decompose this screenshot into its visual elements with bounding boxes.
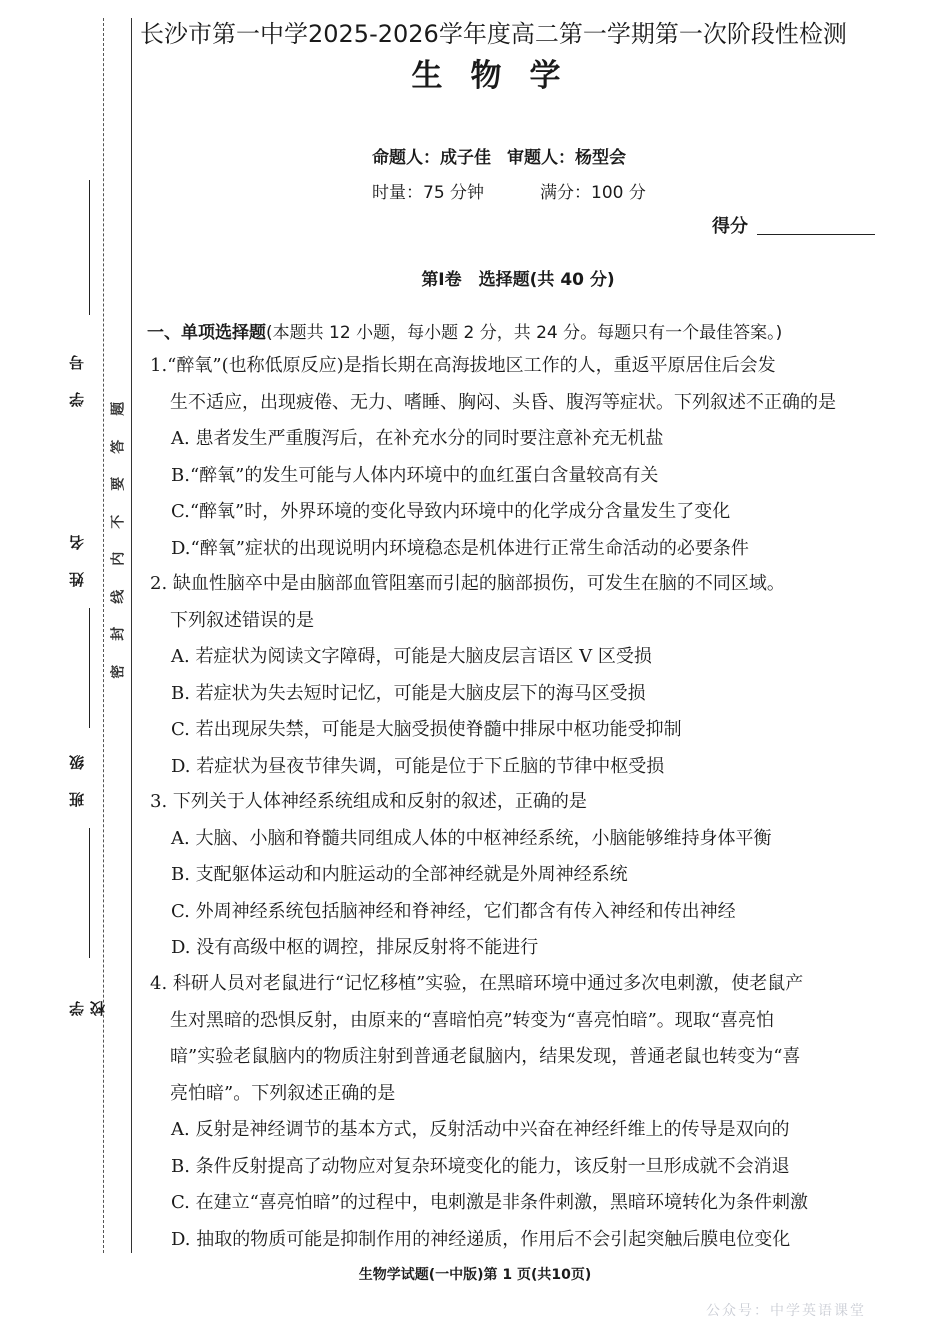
section-note: (本题共 12 小题，每小题 2 分，共 24 分。每题只有一个最佳答案。) xyxy=(266,323,783,343)
class-line xyxy=(89,828,90,958)
exam-title: 长沙市第一中学2025-2026学年度高二第一学期第一次阶段性检测 xyxy=(140,20,847,48)
stem-line: 生对黑暗的恐惧反射，由原来的“喜暗怕亮”转变为“喜亮怕暗”。现取“喜亮怕 xyxy=(170,1009,775,1031)
name-label: 姓名 xyxy=(68,513,86,587)
seal-char: 线 xyxy=(110,589,127,604)
stem-line: 亮怕暗”。下列叙述正确的是 xyxy=(170,1082,396,1104)
time-limit: 时量：75 分钟 xyxy=(372,183,485,203)
stem-line: 2. 缺血性脑卒中是由脑部血管阻塞而引起的脑部损伤，可发生在脑的不同区域。 xyxy=(150,573,785,594)
stem-line: 下列叙述错误的是 xyxy=(170,609,314,631)
section-title xyxy=(147,318,782,343)
option-d: D.“醉氧”症状的出现说明内环境稳态是机体进行正常生命活动的必要条件 xyxy=(171,537,749,559)
option-b: B. 支配躯体运动和内脏运动的全部神经就是外周神经系统 xyxy=(171,864,628,885)
student-id-line xyxy=(89,180,90,315)
reviewer-name: 审题人：杨型会 xyxy=(507,148,626,168)
stem-line: 4. 科研人员对老鼠进行“记忆移植”实验，在黑暗环境中通过多次电刺激，使老鼠产 xyxy=(150,973,804,994)
question-stem xyxy=(150,566,785,639)
seal-char: 不 xyxy=(110,514,127,529)
seal-char: 要 xyxy=(110,476,127,491)
stem-line: 暗”实验老鼠脑内的物质注射到普通老鼠脑内，结果发现，普通老鼠也转变为“喜 xyxy=(170,1046,801,1067)
option-b: B. 若症状为失去短时记忆，可能是大脑皮层下的海马区受损 xyxy=(171,682,646,704)
stem-line: 3. 下列关于人体神经系统组成和反射的叙述，正确的是 xyxy=(150,791,587,812)
seal-char: 内 xyxy=(110,551,127,566)
time-score-line xyxy=(372,178,646,203)
section-heading: 一、单项选择题 xyxy=(147,323,266,343)
stem-line: 1.“醉氧”(也称低原反应)是指长期在高海拔地区工作的人，重返平原居住后会发 xyxy=(150,355,776,376)
question-3 xyxy=(150,784,771,967)
watermark: 公众号：中学英语课堂 xyxy=(706,1303,866,1319)
name-line xyxy=(89,608,90,728)
question-stem xyxy=(150,966,808,1112)
score-label: 得分 xyxy=(712,216,748,237)
score-blank-line xyxy=(757,234,875,235)
full-score: 满分：100 分 xyxy=(540,183,646,203)
option-b: B. 条件反射提高了动物应对复杂环境变化的能力，该反射一旦形成就不会消退 xyxy=(171,1155,790,1177)
class-label: 班级 xyxy=(68,733,86,807)
subject-title: 生物学 xyxy=(411,58,589,94)
option-b: B.“醉氧”的发生可能与人体内环境中的血红蛋白含量较高有关 xyxy=(171,464,659,486)
question-1 xyxy=(150,348,836,567)
question-4 xyxy=(150,966,808,1258)
setter-name: 命题人：成子佳 xyxy=(372,148,491,168)
option-a: A. 患者发生严重腹泻后，在补充水分的同时要注意补充无机盐 xyxy=(171,428,664,449)
binding-margin xyxy=(0,0,140,1270)
option-c: C.“醉氧”时，外界环境的变化导致内环境中的化学成分含量发生了变化 xyxy=(171,501,731,522)
seal-warning-text xyxy=(109,390,129,690)
option-a: A. 若症状为阅读文字障碍，可能是大脑皮层言语区 V 区受损 xyxy=(171,646,652,667)
option-d: D. 若症状为昼夜节律失调，可能是位于下丘脑的节律中枢受损 xyxy=(171,755,665,777)
question-stem xyxy=(150,348,836,421)
seal-char: 答 xyxy=(110,439,127,454)
seal-char: 密 xyxy=(110,664,127,679)
question-stem xyxy=(150,784,771,821)
option-a: A. 大脑、小脑和脊髓共同组成人体的中枢神经系统，小脑能够维持身体平衡 xyxy=(171,827,772,849)
option-a: A. 反射是神经调节的基本方式，反射活动中兴奋在神经纤维上的传导是双向的 xyxy=(171,1119,790,1140)
stem-line: 生不适应，出现疲倦、无力、嗜睡、胸闷、头昏、腹泻等症状。下列叙述不正确的是 xyxy=(170,391,836,413)
option-d: D. 没有高级中枢的调控，排尿反射将不能进行 xyxy=(171,937,539,958)
page-footer: 生物学试题(一中版)第 1 页(共10页) xyxy=(358,1267,592,1283)
seal-char: 封 xyxy=(110,626,127,641)
option-c: C. 在建立“喜亮怕暗”的过程中，电刺激是非条件刺激，黑暗环境转化为条件刺激 xyxy=(171,1192,808,1213)
school-label: 学校 xyxy=(68,979,107,1016)
seal-char: 题 xyxy=(110,401,127,416)
part-title: 第Ⅰ卷 选择题(共 40 分) xyxy=(421,270,615,290)
option-c: C. 若出现尿失禁，可能是大脑受损使脊髓中排尿中枢功能受抑制 xyxy=(171,719,682,740)
option-d: D. 抽取的物质可能是抑制作用的神经递质，作用后不会引起突触后膜电位变化 xyxy=(171,1228,791,1250)
question-2 xyxy=(150,566,785,785)
authors-line xyxy=(372,143,626,168)
option-c: C. 外周神经系统包括脑神经和脊神经，它们都含有传入神经和传出神经 xyxy=(171,900,736,922)
student-id-label: 学号 xyxy=(68,333,86,407)
